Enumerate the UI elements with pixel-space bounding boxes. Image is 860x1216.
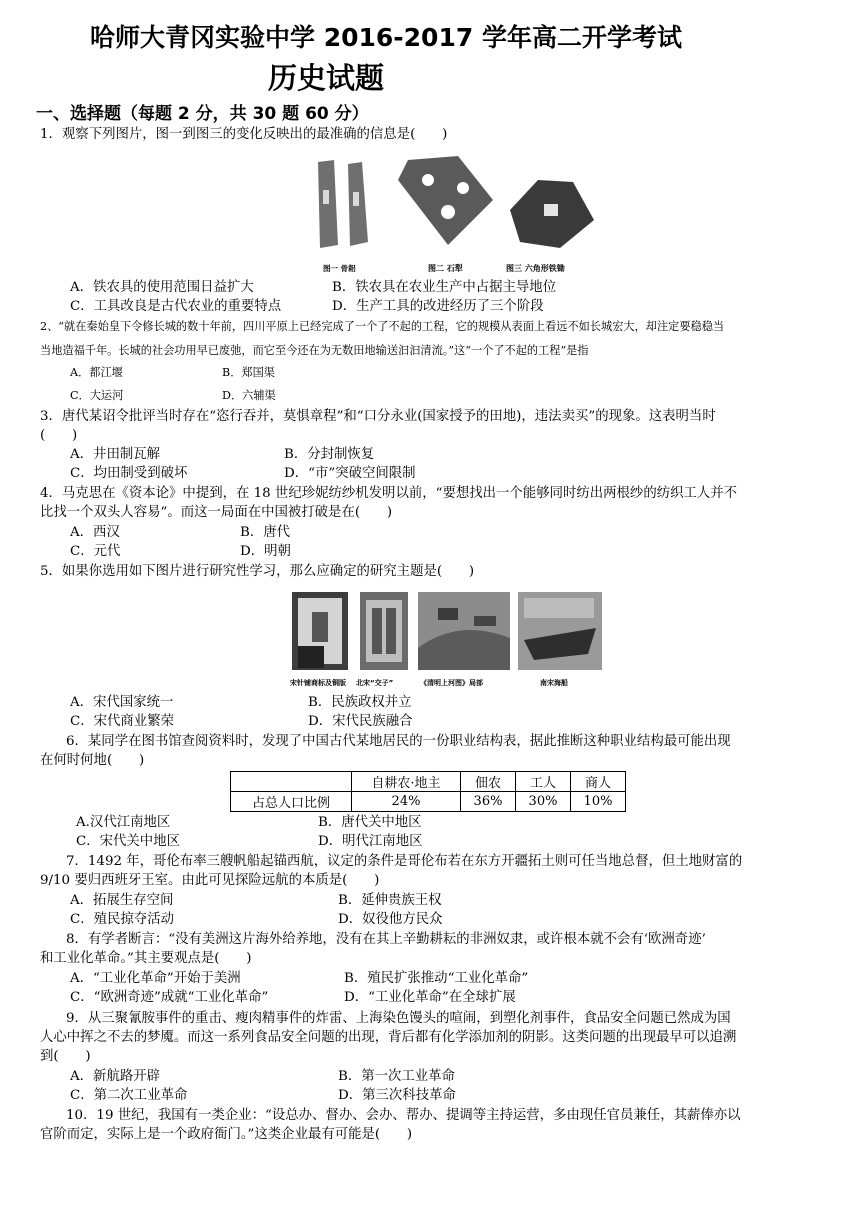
bone-spade-image [318,160,368,248]
iron-hoe-image [510,180,594,248]
table-row [231,792,626,812]
q4-stem-line1: 4．马克思在《资本论》中提到，在 18 世纪珍妮纺纱机发明以前，“要想找出一个能够同时纺出两根纱的纺织工人并不 [40,486,738,501]
q2-option-b: B．郑国渠 [222,366,275,379]
q3-option-c: C．均田制受到破坏 [70,466,188,481]
table-cell: 24% [352,792,461,812]
q6-option-b: B．唐代关中地区 [318,815,422,830]
caption-trademark: 宋针铺商标及铜版 [290,679,346,687]
q6-option-d: D．明代江南地区 [318,834,423,849]
q9-option-c: C．第二次工业革命 [70,1088,188,1103]
table-header-cell: 自耕农·地主 [352,772,461,792]
q8-option-b: B．殖民扩张推动“工业化革命” [344,971,529,986]
table-cell: 30% [516,792,571,812]
q5-option-b: B．民族政权并立 [308,695,412,710]
occupation-table [230,771,626,812]
q3-option-a: A．井田制瓦解 [70,447,161,462]
q8-option-a: A．“工业化革命”开始于美洲 [70,971,241,986]
q2-stem-line2: 当地造福千年。长城的社会功用早已废弛，而它至今还在为无数田地输送汩汩清流。”这“一个了不起的工程”是指 [40,344,589,357]
q7-option-d: D．奴役他方民众 [338,912,443,927]
q2-option-c: C．大运河 [70,389,124,402]
q1-option-b: B．铁农具在农业生产中占据主导地位 [332,280,557,295]
q2-stem-line1: 2、“就在秦始皇下令修长城的数十年前，四川平原上已经完成了一个了不起的工程，它的规模从表面上看远不如长城宏大，却注定要稳稳当 [40,320,725,333]
q7-option-c: C．殖民掠夺活动 [70,912,174,927]
q4-stem-line2: 比找一个双头人容易”。而这一局面在中国被打破是在( ) [40,505,393,520]
school-title: 哈师大青冈实验中学 2016-2017 学年高二开学考试 [90,23,682,52]
caption-ship: 南宋海船 [540,679,568,687]
q4-option-c: C．元代 [70,544,121,559]
q9-stem-line2: 人心中挥之不去的梦魇。而这一系列食品安全问题的出现，背后都有化学添加剂的阴影。这类问题的出现最早可以追溯 [40,1030,737,1045]
table-cell: 10% [571,792,626,812]
q5-figure [288,588,608,688]
subject-title: 历史试题 [268,61,385,95]
q6-stem-line1: 6．某同学在图书馆查阅资料时，发现了中国古代某地居民的一份职业结构表，据此推断这种职业结构最可能出现 [66,734,731,749]
caption-jiaozi: 北宋“交子” [356,679,394,687]
q7-stem-line1: 7．1492 年，哥伦布率三艘帆船起锚西航，议定的条件是哥伦布若在东方开疆拓土则可任当地总督，但土地财富的 [66,854,743,869]
q10-stem-line2: 官阶而定，实际上是一个政府衙门。”这类企业最有可能是( ) [40,1127,413,1142]
qingming-scroll-image [418,592,510,670]
section-title: 一、选择题（每题 2 分，共 30 题 60 分） [36,104,369,124]
table-header-cell: 工人 [516,772,571,792]
q6-option-c: C．宋代关中地区 [76,834,180,849]
caption-fig2: 图二 石犁 [428,264,463,273]
q4-option-b: B．唐代 [240,525,291,540]
stone-plough-image [398,156,493,245]
q3-stem-line2: ( ) [40,428,78,443]
q6-option-a: A.汉代江南地区 [76,815,171,830]
q9-stem-line3: 到( ) [40,1049,91,1064]
q3-stem-line1: 3．唐代某诏令批评当时存在“恣行吞并，莫惧章程”和“口分永业(国家授予的田地)，违法卖买”的现象。这表明当时 [40,409,716,424]
table-header-cell: 佃农 [461,772,516,792]
jiaozi-note-image [360,592,408,670]
q4-option-a: A．西汉 [70,525,120,540]
q3-option-b: B．分封制恢复 [284,447,375,462]
q8-stem-line2: 和工业化革命。”其主要观点是( ) [40,951,252,966]
q7-option-a: A．拓展生存空间 [70,893,174,908]
q2-option-a: A．都江堰 [70,366,123,379]
q5-option-a: A．宋代国家统一 [70,695,174,710]
q8-option-c: C．“欧洲奇迹”成就“工业化革命” [70,990,269,1005]
q1-option-d: D．生产工具的改进经历了三个阶段 [332,299,544,314]
q7-option-b: B．延伸贵族王权 [338,893,442,908]
q1-figure [298,150,598,276]
q1-option-a: A．铁农具的使用范围日益扩大 [70,280,254,295]
q5-stem: 5．如果你选用如下图片进行研究性学习，那么应确定的研究主题是( ) [40,564,475,579]
q2-option-d: D．六辅渠 [222,389,276,402]
southern-song-ship-image [518,592,602,670]
q4-option-d: D．明朝 [240,544,291,559]
q9-option-d: D．第三次科技革命 [338,1088,456,1103]
caption-fig1: 图一 骨耜 [323,264,356,273]
q6-stem-line2: 在何时何地( ) [40,753,145,768]
table-header-row [231,772,626,792]
q7-stem-line2: 9/10 要归西班牙王室。由此可见探险远航的本质是( ) [40,873,380,888]
q3-option-d: D．“市”突破空间限制 [284,466,416,481]
q8-option-d: D．“工业化革命”在全球扩展 [344,990,516,1005]
q10-stem-line1: 10．19 世纪，我国有一类企业：“设总办、督办、会办、帮办、提调等主持运营，多由现任官员兼任，其薪俸亦以 [66,1108,741,1123]
q9-option-a: A．新航路开辟 [70,1069,161,1084]
q9-stem-line1: 9．从三聚氰胺事件的重击、瘦肉精事件的炸雷、上海染色馒头的喧闹，到塑化剂事件，食品安全问题已然成为国 [66,1011,731,1026]
q5-option-d: D．宋代民族融合 [308,714,413,729]
table-header-cell [231,772,352,792]
needle-shop-trademark-image [292,592,348,670]
q9-option-b: B．第一次工业革命 [338,1069,455,1084]
caption-fig3: 图三 六角形铁锄 [506,264,565,273]
q1-option-c: C．工具改良是古代农业的重要特点 [70,299,282,314]
q5-option-c: C．宋代商业繁荣 [70,714,174,729]
q1-stem: 1．观察下列图片，图一到图三的变化反映出的最准确的信息是( ) [40,127,448,142]
table-header-cell: 商人 [571,772,626,792]
q8-stem-line1: 8．有学者断言：“没有美洲这片海外给养地，没有在其上辛勤耕耘的非洲奴隶，或许根本就不会有‘欧洲奇迹’ [66,932,706,947]
table-cell: 36% [461,792,516,812]
table-row-label: 占总人口比例 [231,792,352,812]
caption-qingming: 《清明上河图》局部 [420,679,483,687]
